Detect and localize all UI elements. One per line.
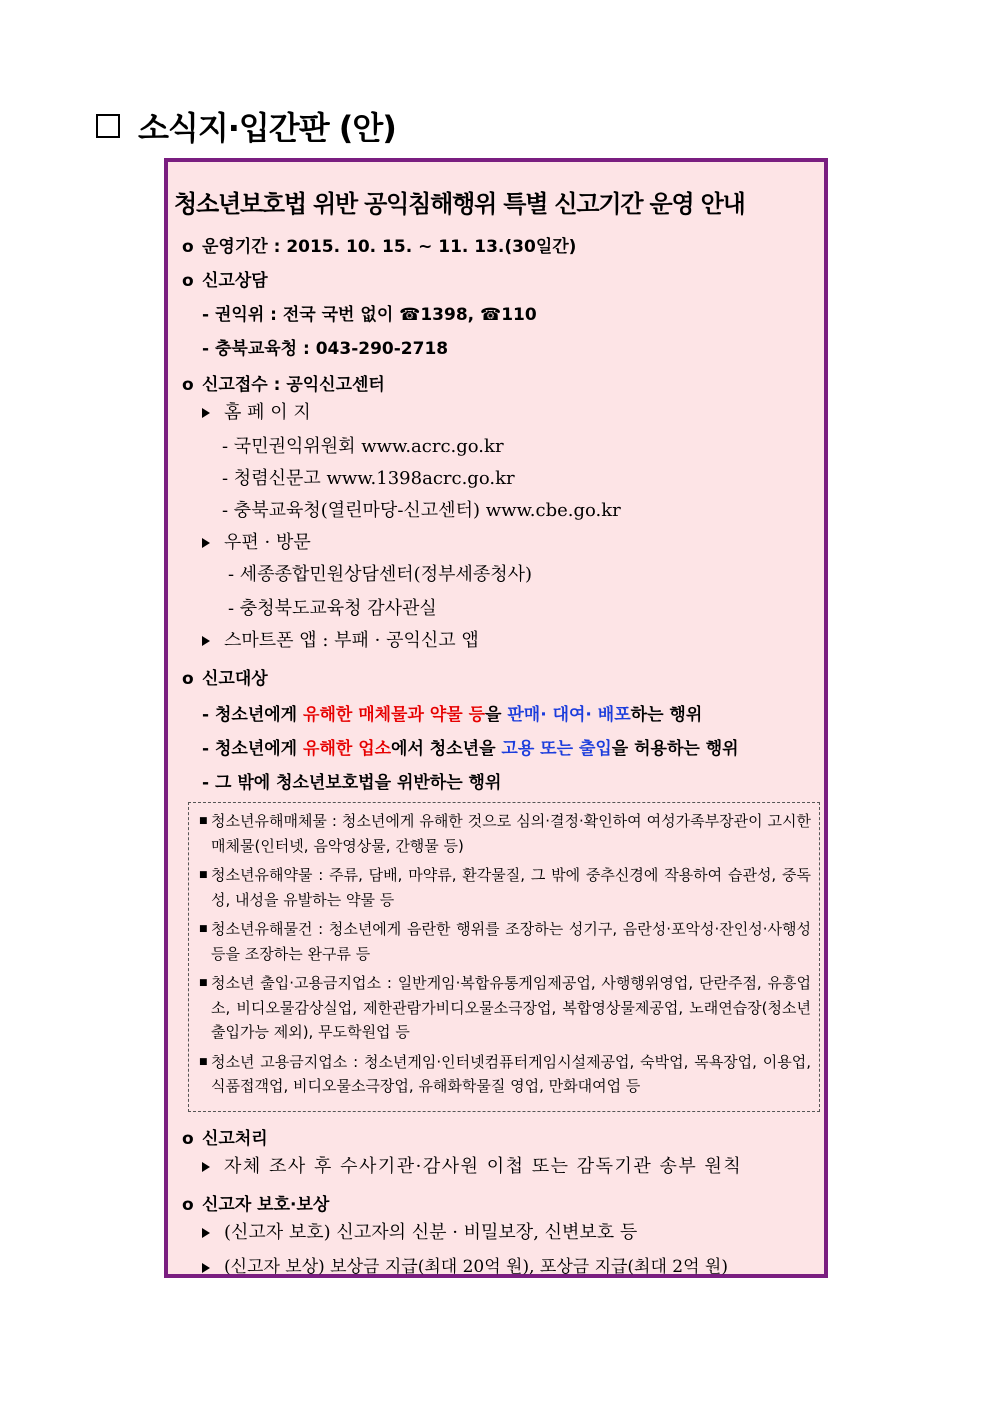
text-part: 에서 청소년을: [391, 739, 502, 759]
homepage-label: 홈 페 이 지: [224, 402, 311, 423]
panel-title: 청소년보호법 위반 공익침해행위 특별 신고기간 운영 안내: [174, 190, 745, 218]
receipt-row: [182, 370, 385, 395]
definition-note: ■ 청소년 출입·고용금지업소 : 일반게임·복합유통게임제공업, 사행행위영업, 단란주점, 유흥업소, 비디오물감상실업, 제한관람가비디오물소극장업, 복합영상물제공업, 노래연습장(청소년 출입가능 제외), 무도학원업 등: [201, 971, 811, 1045]
target-label: 신고대상: [202, 669, 268, 689]
definition-note: ■ 청소년유해매체물 : 청소년에게 유해한 것으로 심의·결정·확인하여 여성가족부장관이 고시한 매체물(인터넷, 음악영상물, 간행물 등): [201, 809, 811, 858]
receipt-label: 신고접수 : 공익신고센터: [202, 375, 385, 395]
heading-text: 소식지·입간판 (안): [138, 109, 396, 147]
bullet-o: o: [182, 1195, 194, 1215]
homepage-item: - 충북교육청(열린마당-신고센터) www.cbe.go.kr: [222, 500, 621, 521]
checkbox-square-icon: [96, 114, 120, 138]
triangle-bullet-icon: [202, 408, 210, 418]
text-part: 을: [485, 705, 508, 725]
homepage-item: - 청렴신문고 www.1398acrc.go.kr: [222, 468, 515, 489]
target-line-3: - 그 밖에 청소년보호법을 위반하는 행위: [202, 773, 502, 793]
processing-item-row: [202, 1152, 742, 1178]
notice-panel: [164, 158, 828, 1278]
visit-label: 우편 · 방문: [224, 532, 311, 553]
triangle-bullet-icon: [202, 1263, 210, 1273]
text-part: 하는 행위: [630, 705, 703, 725]
protection-row: [182, 1190, 329, 1215]
visit-item: - 세종종합민원상담센터(정부세종청사): [228, 564, 533, 585]
period-row: [182, 232, 576, 257]
smartphone-text: 스마트폰 앱 : 부패 · 공익신고 앱: [224, 630, 479, 651]
visit-item: - 충청북도교육청 감사관실: [228, 598, 437, 619]
triangle-bullet-icon: [202, 538, 210, 548]
target-row: [182, 664, 268, 689]
protection-item-row: [202, 1218, 637, 1244]
homepage-item: - 국민권익위원회 www.acrc.go.kr: [222, 436, 504, 457]
text-part: - 청소년에게: [202, 739, 304, 759]
smartphone-row: [202, 626, 479, 652]
protection-item-row: [202, 1252, 728, 1277]
bullet-o: o: [182, 237, 194, 257]
highlight-blue: 고용 또는 출입: [501, 739, 612, 759]
definition-note: ■ 청소년유해약물 : 주류, 담배, 마약류, 환각물질, 그 밖에 중추신경에 작용하여 습관성, 중독성, 내성을 유발하는 약물 등: [201, 863, 811, 912]
protection-label: 신고자 보호·보상: [202, 1195, 330, 1215]
page-heading: [96, 104, 396, 148]
bullet-o: o: [182, 271, 194, 291]
bullet-o: o: [182, 669, 194, 689]
triangle-bullet-icon: [202, 1162, 210, 1172]
triangle-bullet-icon: [202, 1228, 210, 1238]
protection-item: (신고자 보상) 보상금 지급(최대 20억 원), 포상금 지급(최대 2억 원): [224, 1257, 728, 1277]
processing-item: 자체 조사 후 수사기관·감사원 이첩 또는 감독기관 송부 원칙: [224, 1156, 743, 1177]
definition-note: ■ 청소년 고용금지업소 : 청소년게임·인터넷컴퓨터게임시설제공업, 숙박업, 목욕장업, 이용업, 식품접객업, 비디오물소극장업, 유해화학물질 영업, 만화대여업 등: [201, 1050, 811, 1099]
period-text: 운영기간 : 2015. 10. 15. ~ 11. 13.(30일간): [202, 237, 577, 257]
homepage-row: [202, 398, 311, 424]
triangle-bullet-icon: [202, 636, 210, 646]
processing-label: 신고처리: [202, 1129, 268, 1149]
highlight-red: 유해한 매체물과 약물 등: [303, 705, 485, 725]
highlight-red: 유해한 업소: [303, 739, 392, 759]
consult-item: - 충북교육청 : 043-290-2718: [202, 339, 449, 359]
consult-label: 신고상담: [202, 271, 268, 291]
definitions-box: [188, 802, 820, 1112]
text-part: - 청소년에게: [202, 705, 304, 725]
bullet-o: o: [182, 1129, 194, 1149]
consult-item: - 권익위 : 전국 국번 없이 ☎1398, ☎110: [202, 305, 537, 325]
target-line-2: [202, 734, 739, 759]
protection-item: (신고자 보호) 신고자의 신분 · 비밀보장, 신변보호 등: [224, 1222, 638, 1243]
highlight-blue: 판매· 대여· 배포: [507, 705, 631, 725]
target-line-1: [202, 700, 702, 725]
processing-row: [182, 1124, 268, 1149]
text-part: 을 허용하는 행위: [611, 739, 739, 759]
definition-note: ■ 청소년유해물건 : 청소년에게 음란한 행위를 조장하는 성기구, 음란성·포악성·잔인성·사행성 등을 조장하는 완구류 등: [201, 917, 811, 966]
bullet-o: o: [182, 375, 194, 395]
visit-row: [202, 528, 311, 554]
consult-row: [182, 266, 268, 291]
